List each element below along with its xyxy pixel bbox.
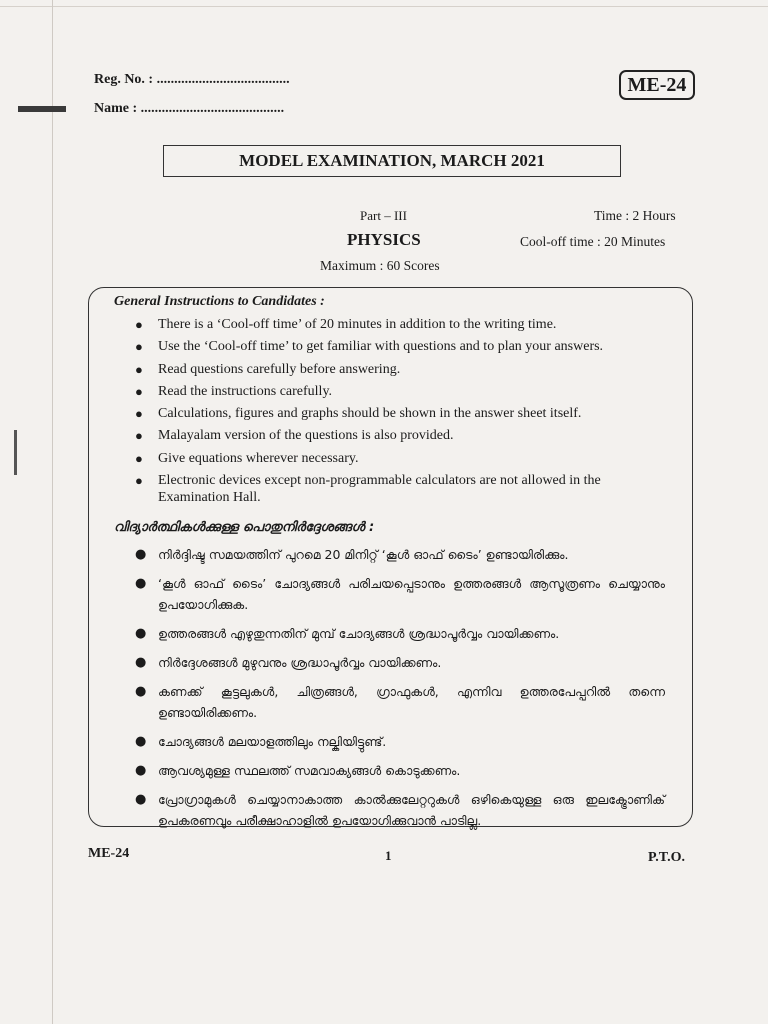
bullet-icon: ●	[135, 317, 143, 332]
instruction-text: There is a ‘Cool-off time’ of 20 minutes in addition to the writing time.	[158, 317, 557, 332]
instruction-text: ആവശ്യമുള്ള സ്ഥലത്ത് സമവാക്യങ്ങൾ കൊടുക്കണം.	[158, 763, 461, 778]
footer-paper-code: ME-24	[88, 846, 130, 861]
bullet-icon: ●	[135, 626, 147, 641]
scan-edge-line	[0, 6, 768, 7]
instruction-text: Use the ‘Cool-off time’ to get familiar with questions and to plan your answers.	[158, 339, 604, 355]
bullet-icon: ●	[135, 406, 143, 422]
page-number: 1	[385, 848, 392, 863]
bullet-icon: ●	[135, 576, 147, 591]
paper-code-badge: ME-24	[619, 70, 695, 100]
bullet-icon: ●	[135, 734, 147, 749]
list-item	[135, 544, 665, 565]
instruction-text: ചോദ്യങ്ങൾ മലയാളത്തിലും നല്കിയിട്ടുണ്ട്.	[158, 734, 387, 749]
malayalam-instructions-list	[135, 544, 665, 839]
please-turn-over: P.T.O.	[648, 850, 685, 865]
instruction-text: Calculations, figures and graphs should be shown in the answer sheet itself.	[158, 406, 582, 422]
list-item	[135, 405, 665, 422]
bullet-icon: ●	[135, 684, 147, 699]
instruction-text: ‘കൂൾ ഓഫ് ടൈം’ ചോദ്യങ്ങൾ പരിചയപ്പെടാനും ഉത്തരങ്ങൾ ആസൂത്രണം ചെയ്യാനും ഉപയോഗിക്കുക.	[158, 576, 665, 612]
instruction-text: നിർദ്ദേശങ്ങൾ മുഴുവനും ശ്രദ്ധാപൂർവ്വം വായിക്കണം.	[158, 655, 442, 670]
instruction-text: Read the instructions carefully.	[158, 383, 333, 399]
instruction-text: പ്രോഗ്രാമുകൾ ചെയ്യാനാകാത്ത കാൽക്കുലേറ്ററുകൾ ഒഴികെയുള്ള ഒരു ഇലക്ട്രോണിക് ഉപകരണവും പരീക്ഷാഹാളിൽ ഉപയോഗിക്കുവാൻ പാടില്ല.	[158, 792, 665, 828]
list-item	[135, 427, 665, 444]
list-item	[135, 361, 665, 378]
list-item	[135, 573, 665, 615]
bullet-icon: ●	[135, 361, 143, 377]
list-item	[135, 731, 665, 752]
page-edge	[52, 0, 53, 1024]
list-item	[135, 472, 665, 506]
list-item	[135, 383, 665, 400]
max-scores: Maximum : 60 Scores	[320, 258, 440, 273]
name-field	[94, 101, 284, 117]
bullet-icon: ●	[135, 763, 147, 778]
bullet-icon: ●	[135, 428, 143, 444]
cool-off-time: Cool-off time : 20 Minutes	[520, 234, 666, 249]
bullet-icon: ●	[135, 792, 147, 807]
name-blank: .........................................	[140, 101, 285, 116]
instructions-heading: General Instructions to Candidates :	[114, 294, 325, 309]
bullet-icon: ●	[135, 339, 143, 355]
instruction-text: നിർദ്ദിഷ്ട സമയത്തിന് പുറമെ 20 മിനിറ്റ് ‘കൂൾ ഓഫ് ടൈം’ ഉണ്ടായിരിക്കും.	[158, 547, 569, 562]
exam-subject: PHYSICS	[347, 230, 421, 249]
list-item	[135, 316, 665, 333]
list-item	[135, 450, 665, 467]
instruction-text: Electronic devices except non-programmable calculators are not allowed in the Examination Hall.	[158, 473, 601, 506]
exam-part: Part – III	[360, 208, 407, 223]
instruction-text: കണക്ക് കൂട്ടലുകൾ, ചിത്രങ്ങൾ, ഗ്രാഫുകൾ, എന്നിവ ഉത്തരപേപ്പറിൽ തന്നെ ഉണ്ടായിരിക്കണം.	[158, 684, 665, 720]
reg-no-blank: ......................................	[156, 72, 290, 87]
name-label: Name :	[94, 101, 138, 116]
bullet-icon: ●	[135, 655, 147, 670]
bullet-icon: ●	[135, 547, 147, 562]
list-item	[135, 681, 665, 723]
instruction-text: Read questions carefully before answering.	[158, 361, 401, 377]
instructions-list	[135, 316, 665, 511]
list-item	[135, 623, 665, 644]
list-item	[135, 652, 665, 673]
reg-no-field	[94, 72, 290, 88]
list-item	[135, 789, 665, 831]
exam-time: Time : 2 Hours	[594, 208, 676, 223]
instruction-text: Give equations wherever necessary.	[158, 450, 359, 466]
list-item	[135, 338, 665, 355]
instruction-text: Malayalam version of the questions is also provided.	[158, 428, 454, 444]
bullet-icon: ●	[135, 473, 143, 489]
scan-mark	[18, 106, 66, 112]
reg-no-label: Reg. No. :	[94, 72, 154, 87]
instruction-text: ഉത്തരങ്ങൾ എഴുതുന്നതിന് മുമ്പ് ചോദ്യങ്ങൾ ശ്രദ്ധാപൂർവ്വം വായിക്കണം.	[158, 626, 560, 641]
scan-mark	[14, 430, 17, 475]
bullet-icon: ●	[135, 450, 143, 466]
bullet-icon: ●	[135, 383, 143, 399]
malayalam-instructions-heading: വിദ്യാർത്ഥികൾക്കുള്ള പൊതുനിർദ്ദേശങ്ങൾ :	[114, 520, 375, 535]
list-item	[135, 760, 665, 781]
exam-title: MODEL EXAMINATION, MARCH 2021	[163, 145, 621, 177]
